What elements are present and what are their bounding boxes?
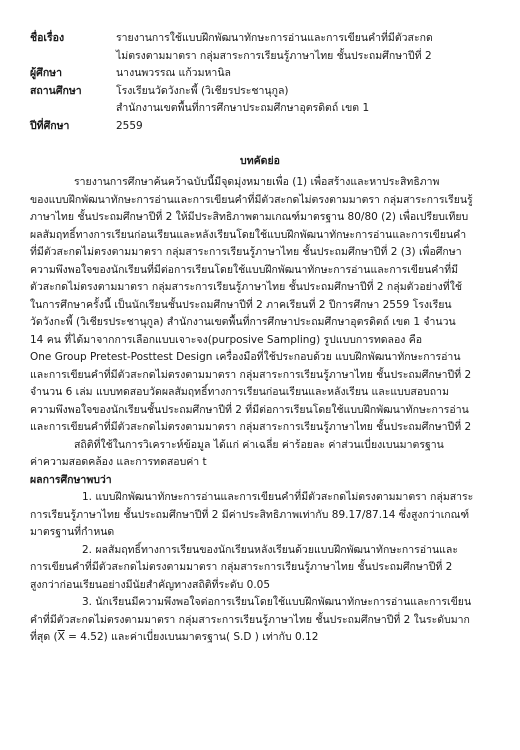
title-value <box>116 30 500 65</box>
abstract-line: วัดวังกะพี้ (วิเชียรประชานุกูล) สำนักงานเขตพื้นที่การศึกษาประถมศึกษาอุตรดิตถ์ เขต 1 จำนวน <box>30 316 456 328</box>
abstract-line: 14 คน ที่ได้มาจากการเลือกแบบเจาะจง(purposive Sampling) รูปแบบการทดลอง คือ <box>30 333 423 346</box>
year-value: 2559 <box>116 119 143 132</box>
abstract-line: และการเขียนคำที่มีตัวสะกดไม่ตรงตามมาตรา กลุ่มสาระการเรียนรู้ภาษาไทย ชั้นประถมศึกษาปีที่ 2 <box>30 368 472 381</box>
result-line: 1. แบบฝึกพัฒนาทักษะการอ่านและการเขียนคำที่มีตัวสะกดไม่ตรงตามมาตรา กลุ่มสาระ <box>82 491 474 503</box>
school-row <box>30 83 500 118</box>
document-metadata <box>30 30 500 135</box>
abstract-line: One Group Pretest-Posttest Design เครื่องมือที่ใช้ประกอบด้วย แบบฝึกพัฒนาทักษะการอ่าน <box>30 351 461 363</box>
abstract-line: ค่าความสอดคล้อง และการทดสอบค่า t <box>30 456 207 468</box>
result-line: การเรียนรู้ภาษาไทย ชั้นประถมศึกษาปีที่ 2 มีค่าประสิทธิภาพเท่ากับ 89.17/87.14 ซึ่งสูงกว่าเกณฑ์ <box>30 508 470 521</box>
abstract-line: ผลสัมฤทธิ์ทางการเรียนก่อนเรียนและหลังเรียนโดยใช้แบบฝึกพัฒนาทักษะการอ่านและการเขียนคำ <box>30 228 467 241</box>
author-label: ผู้ศึกษา <box>30 67 62 79</box>
year-row <box>30 118 500 136</box>
result-text: ที่สุด ( <box>30 631 58 643</box>
result-line: สูงกว่าก่อนเรียนอย่างมีนัยสำคัญทางสถิติที่ระดับ 0.05 <box>30 578 271 591</box>
abstract-line: ความพึงพอใจของนักเรียนชั้นประถมศึกษาปีที่ 2 ที่มีต่อการเรียนโดยใช้แบบฝึกพัฒนาทักษะการอ่าน <box>30 403 469 416</box>
abstract-line: ที่มีตัวสะกดไม่ตรงตามมาตรา กลุ่มสาระการเรียนรู้ภาษาไทย ชั้นประถมศึกษาปีที่ 2 (3) เพื่อศึกษา <box>30 246 462 258</box>
year-label: ปีที่ศึกษา <box>30 119 70 132</box>
abstract-line: และการเขียนคำที่มีตัวสะกดไม่ตรงตามมาตรา กลุ่มสาระการเรียนรู้ภาษาไทย ชั้นประถมศึกษาปีที่ 2 <box>30 421 472 433</box>
result-line: 2. ผลสัมฤทธิ์ทางการเรียนของนักเรียนหลังเรียนด้วยแบบฝึกพัฒนาทักษะการอ่านและ <box>82 543 459 556</box>
mean-symbol: $\overline{X}$ <box>57 631 65 643</box>
title-label: ชื่อเรื่อง <box>30 32 65 44</box>
result-line: คำที่มีตัวสะกดไม่ตรงตามมาตรา กลุ่มสาระการเรียนรู้ภาษาไทย ชั้นประถมศึกษาปีที่ 2 ในระดับมาก <box>30 613 470 626</box>
school-line: โรงเรียนวัดวังกะพี้ (วิเชียรประชานุกูล) <box>116 84 289 97</box>
abstract-heading: บทคัดย่อ <box>240 155 280 167</box>
abstract-body <box>30 174 508 647</box>
results-heading: ผลการศึกษาพบว่า <box>30 473 112 486</box>
title-line: รายงานการใช้แบบฝึกพัฒนาทักษะการอ่านและการเขียนคำที่มีตัวสะกด <box>116 32 433 44</box>
school-line: สำนักงานเขตพื้นที่การศึกษาประถมศึกษาอุตรดิตถ์ เขต 1 <box>116 102 370 114</box>
title-row <box>30 30 500 65</box>
abstract-line: จำนวน 6 เล่ม แบบทดสอบวัดผลสัมฤทธิ์ทางการเรียนก่อนเรียนและหลังเรียน และแบบสอบถาม <box>30 386 449 398</box>
abstract-line: ความพึงพอใจของนักเรียนที่มีต่อการเรียนโดยใช้แบบฝึกพัฒนาทักษะการอ่านและการเขียนคำที่มี <box>30 263 459 276</box>
abstract-line: สถิติที่ใช้ในการวิเคราะห์ข้อมูล ได้แก่ ค่าเฉลี่ย ค่าร้อยละ ค่าส่วนเบี่ยงเบนมาตรฐาน <box>74 438 444 451</box>
result-line: มาตรฐานที่กำหนด <box>30 526 115 538</box>
school-label: สถานศึกษา <box>30 84 82 97</box>
result-line <box>30 629 508 647</box>
school-value <box>116 83 500 118</box>
abstract-line: ของแบบฝึกพัฒนาทักษะการอ่านและการเขียนคำที่มีตัวสะกดไม่ตรงตามมาตรา กลุ่มสาระการเรียนรู้ <box>30 193 473 206</box>
author-row <box>30 65 500 83</box>
abstract-line: ภาษาไทย ชั้นประถมศึกษาปีที่ 2 ให้มีประสิทธิภาพตามเกณฑ์มาตรฐาน 80/80 (2) เพื่อเปรียบเทียบ <box>30 211 469 223</box>
result-text: = 4.52) และค่าเบี่ยงเบนมาตรฐาน( S.D ) เท่ากับ 0.12 <box>64 631 319 643</box>
author-value: นางนพวรรณ แก้วมหานิล <box>116 67 231 79</box>
title-line: ไม่ตรงตามมาตรา กลุ่มสาระการเรียนรู้ภาษาไทย ชั้นประถมศึกษาปีที่ 2 <box>116 49 432 62</box>
abstract-line: ตัวสะกดไม่ตรงตามมาตรา กลุ่มสาระการเรียนรู้ภาษาไทย ชั้นประถมศึกษาปีที่ 2 กลุ่มตัวอย่างที่ใช้ <box>30 281 462 293</box>
abstract-line: ในการศึกษาครั้งนี้ เป็นนักเรียนชั้นประถมศึกษาปีที่ 2 ภาคเรียนที่ 2 ปีการศึกษา 2559 โรงเรียน <box>30 298 452 311</box>
abstract-line: รายงานการศึกษาค้นคว้าฉบับนี้มีจุดมุ่งหมายเพื่อ (1) เพื่อสร้างและหาประสิทธิภาพ <box>74 176 440 188</box>
result-line: การเขียนคำที่มีตัวสะกดไม่ตรงตามมาตรา กลุ่มสาระการเรียนรู้ภาษาไทย ชั้นประถมศึกษาปีที่ 2 <box>30 561 453 573</box>
result-line: 3. นักเรียนมีความพึงพอใจต่อการเรียนโดยใช้แบบฝึกพัฒนาทักษะการอ่านและการเขียน <box>82 596 472 608</box>
